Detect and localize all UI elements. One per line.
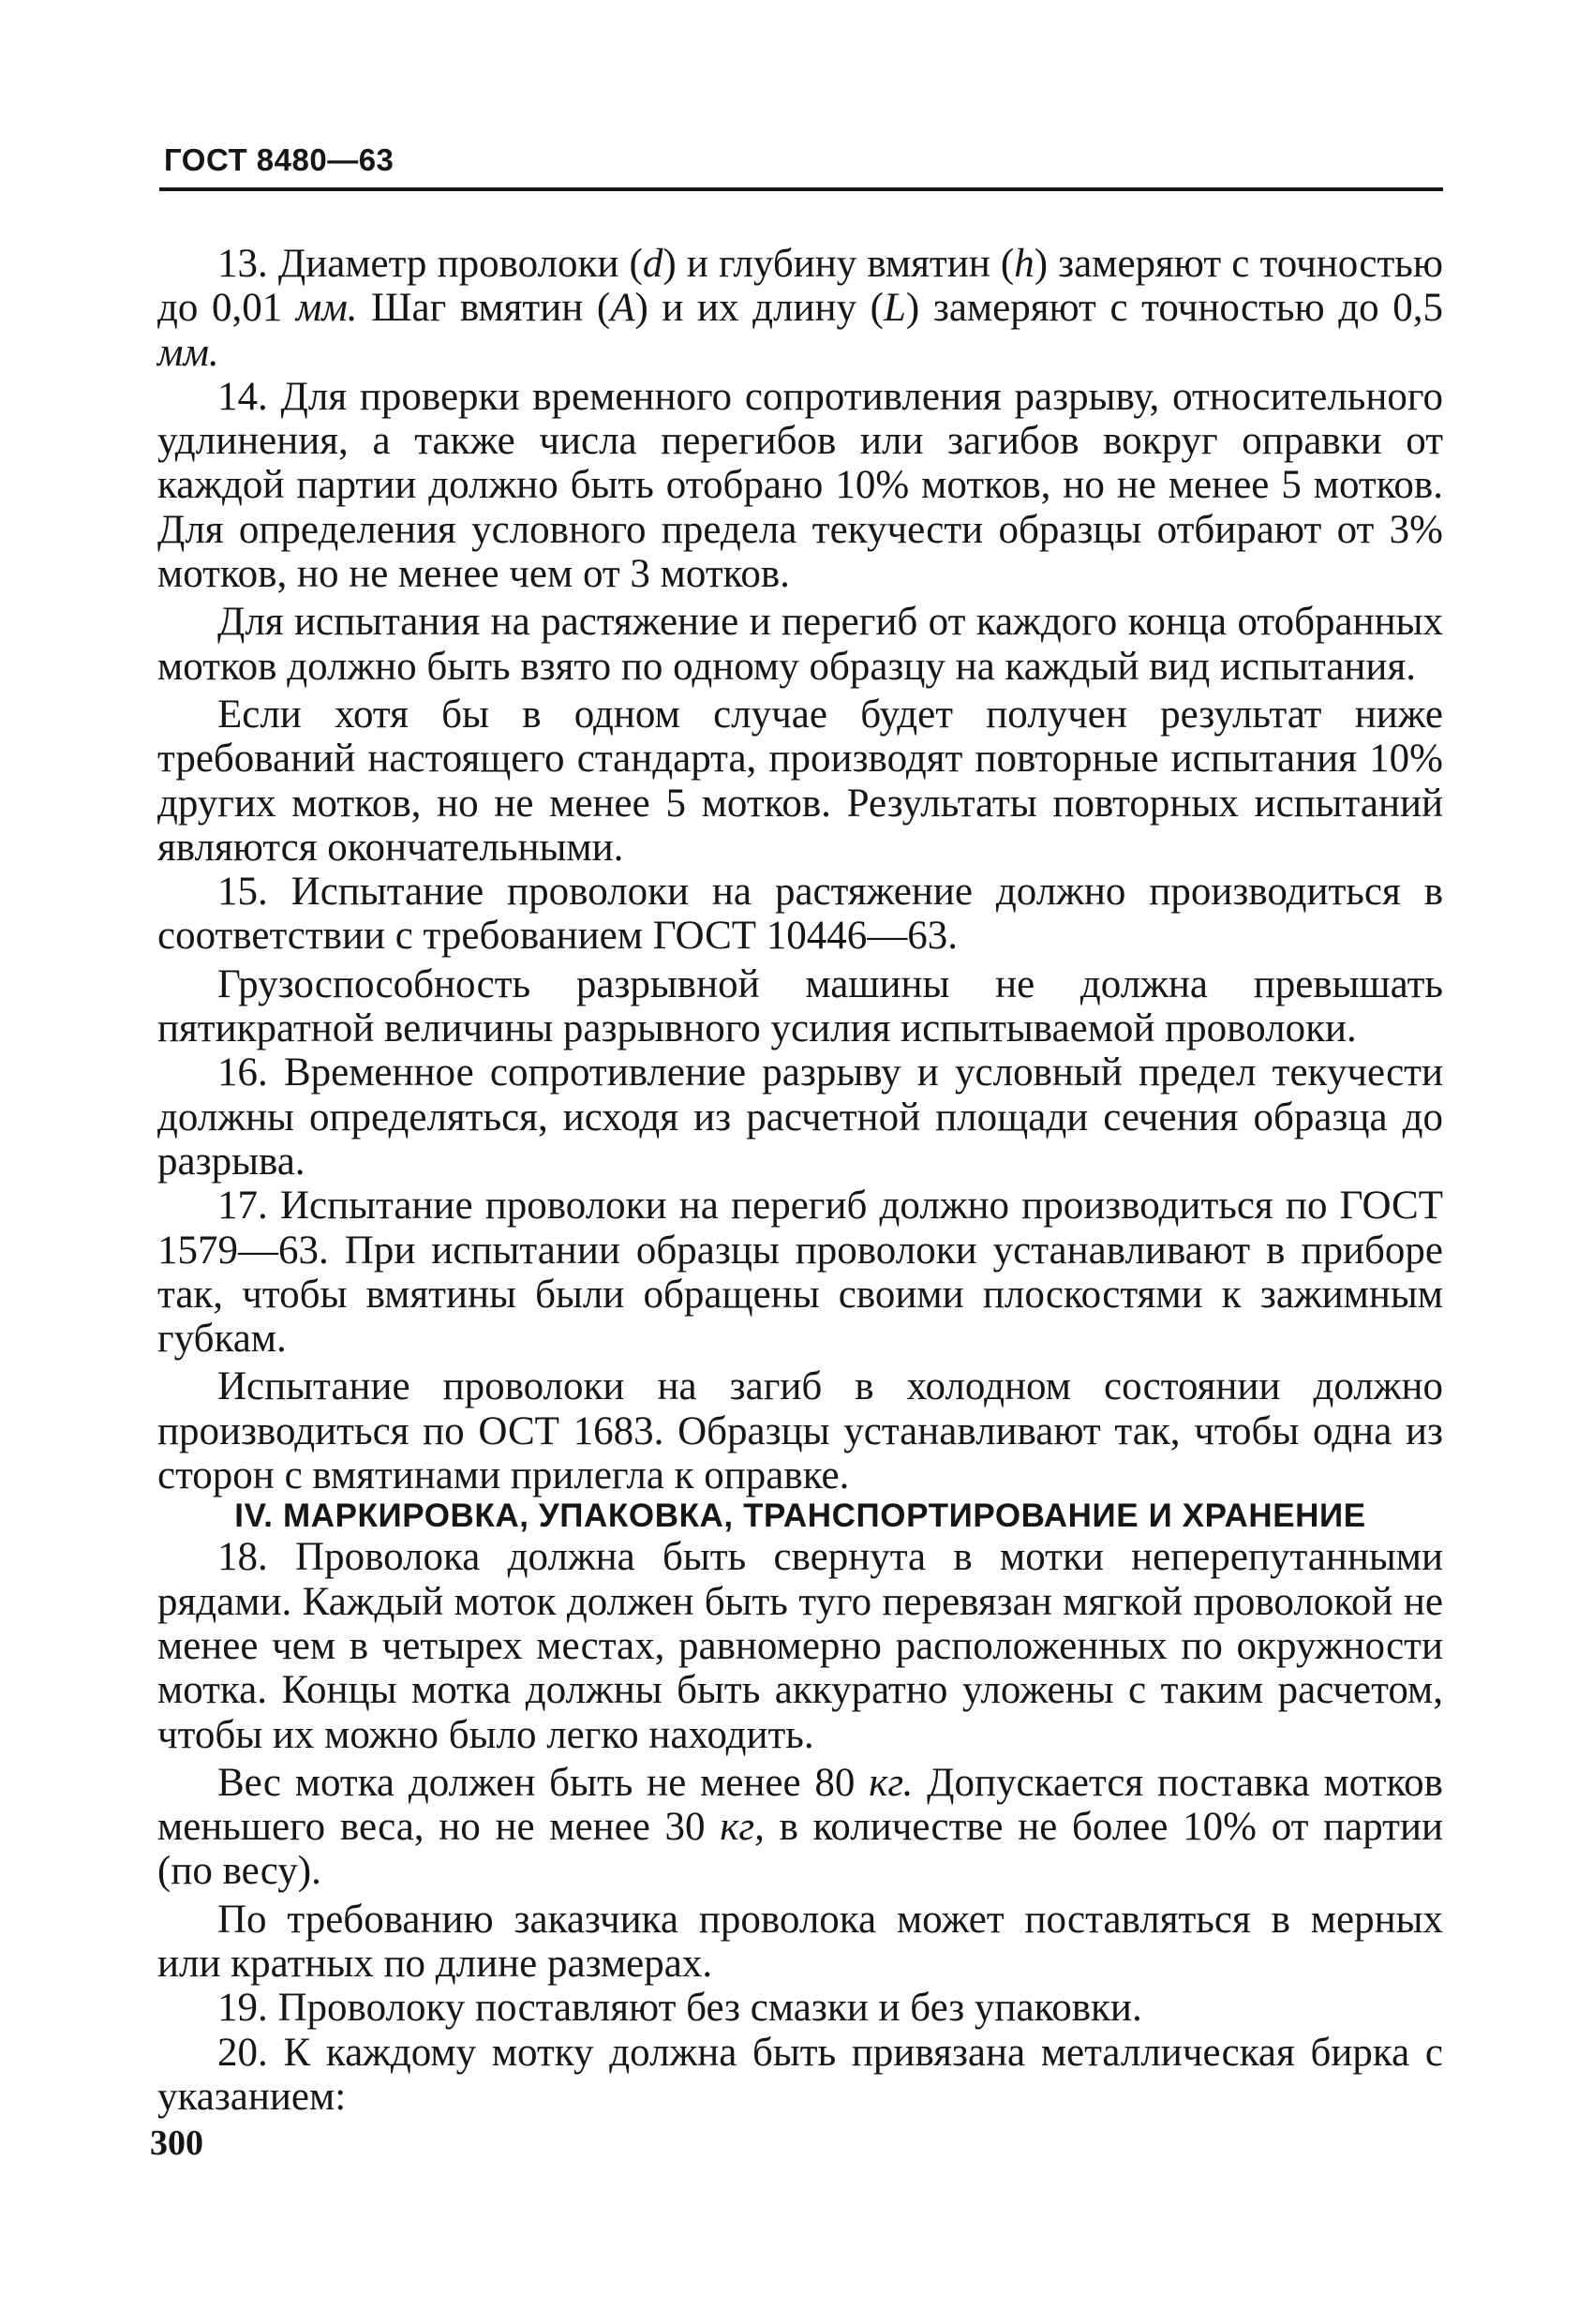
paragraph-18-weight (157, 1761, 1443, 1894)
unit-kg: кг. (869, 1760, 914, 1805)
paragraph-16: 16. Временное сопротивление разрыву и условный предел текучести должны определяться, исходя из расчетной площади сечения образца до разрыва. (157, 1050, 1443, 1184)
symbol-d: d (642, 242, 663, 286)
paragraph-14-retest: Если хотя бы в одном случае будет получен результат ниже требований настоящего стандарта, производят повторные испытания 10% других мотков, но не менее 5 мотков. Результаты повторных испытаний являются окончательными. (157, 692, 1443, 870)
paragraph-17-bend: Испытание проволоки на загиб в холодном состоянии должно производиться по ОСТ 1683. Образцы устанавливают так, чтобы одна из сторон с вмятинами прилегла к оправке. (157, 1364, 1443, 1498)
text-run: ) и их длину ( (634, 286, 884, 331)
header-rule (159, 187, 1443, 191)
symbol-l: L (883, 286, 906, 331)
symbol-h: h (1014, 242, 1035, 286)
paragraph-20: 20. К каждому мотку должна быть привязана металлическая бирка с указанием: (157, 2030, 1443, 2119)
text-run: 13. Диаметр проволоки ( (217, 242, 643, 286)
text-run: ) замеряют с точностью до 0,01 (157, 242, 1443, 331)
paragraph-14-sampling: Для испытания на растяжение и перегиб от каждого конца отобранных мотков должно быть взято по одному образцу на каждый вид испытания. (157, 600, 1443, 689)
unit-mm: мм. (295, 286, 358, 331)
paragraph-13 (157, 242, 1443, 375)
page-number: 300 (150, 2123, 203, 2163)
text-run: Вес мотка должен быть не менее 80 (217, 1760, 870, 1805)
paragraph-15: 15. Испытание проволоки на растяжение должно производиться в соответствии с требованием ГОСТ 10446—63. (157, 870, 1443, 959)
paragraph-18-customer: По требованию заказчика проволока может поставляться в мерных или кратных по длине размерах. (157, 1897, 1443, 1986)
unit-mm: мм. (157, 330, 219, 375)
text-run: Допускается поставка мотков меньшего веса, но не менее 30 (157, 1760, 1443, 1850)
text-run: в количестве не более 10% от партии (по весу). (157, 1805, 1444, 1894)
text-run: Шаг вмятин ( (357, 286, 611, 331)
paragraph-17: 17. Испытание проволоки на перегиб должно производиться по ГОСТ 1579—63. При испытании образцы проволоки устанавливают в приборе так, чтобы вмятины были обращены своими плоскостями к зажимным губкам. (157, 1184, 1443, 1362)
paragraph-14: 14. Для проверки временного сопротивления разрыву, относительного удлинения, а также числа перегибов или загибов вокруг оправки от каждой партии должно быть отобрано 10% мотков, но не менее 5 мотков. Для определения условного предела текучести образцы отбирают от 3% мотков, но не менее чем от 3 мотков. (157, 374, 1443, 597)
unit-kg: кг, (720, 1805, 765, 1850)
paragraph-18: 18. Проволока должна быть свернута в мотки неперепутанными рядами. Каждый моток должен быть туго перевязан мягкой проволокой не менее чем в четырех местах, равномерно расположенных по окружности мотка. Концы мотка должны быть аккуратно уложены с таким расчетом, чтобы их можно было легко находить. (157, 1535, 1443, 1757)
paragraph-19: 19. Проволоку поставляют без смазки и без упаковки. (217, 1986, 1142, 2031)
symbol-a: A (610, 286, 635, 331)
paragraph-15-machine: Грузоспособность разрывной машины не должна превышать пятикратной величины разрывного усилия испытываемой проволоки. (157, 961, 1443, 1051)
text-run: ) замеряют с точностью до 0,5 (905, 286, 1443, 331)
text-run: ) и глубину вмятин ( (663, 242, 1015, 286)
section-heading: IV. МАРКИРОВКА, УПАКОВКА, ТРАНСПОРТИРОВАНИЕ И ХРАНЕНИЕ (234, 1497, 1366, 1535)
body-text (157, 242, 1443, 2119)
running-title: ГОСТ 8480—63 (164, 142, 395, 177)
